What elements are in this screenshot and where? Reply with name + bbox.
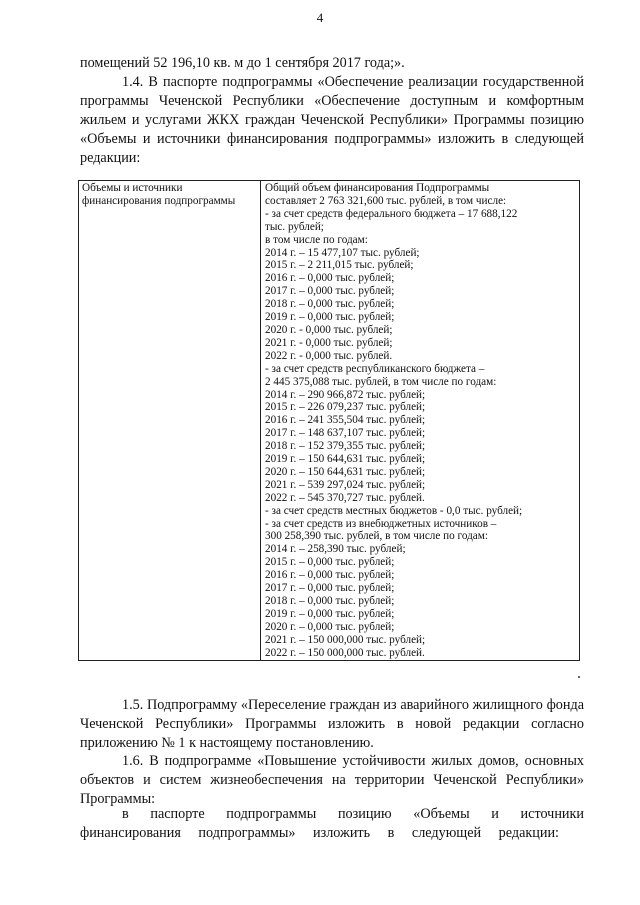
- right-cell-line: 2015 г. – 226 079,237 тыс. рублей;: [265, 401, 426, 414]
- table-left-cell: [82, 182, 257, 208]
- right-cell-line: 2016 г. – 0,000 тыс. рублей;: [265, 272, 395, 285]
- table-column-divider: [260, 181, 261, 660]
- right-cell-line: 2022 г. - 0,000 тыс. рублей.: [265, 349, 393, 362]
- paragraph-1-6: 1.6. В подпрограмме «Повышение устойчивости жилых домов, основных объектов и систем жизнеобеспечения на территории Чеченской Республики» Программы:: [80, 753, 584, 807]
- right-cell-line: 2021 г. - 0,000 тыс. рублей;: [265, 336, 393, 349]
- right-cell-line: 2016 г. – 241 355,504 тыс. рублей;: [265, 414, 426, 427]
- right-cell-line: 300 258,390 тыс. рублей, в том числе по годам:: [265, 530, 488, 543]
- right-cell-line: - за счет средств из внебюджетных источников –: [265, 517, 497, 530]
- right-cell-line: 2021 г. – 150 000,000 тыс. рублей;: [265, 633, 426, 646]
- right-cell-line: 2018 г. – 0,000 тыс. рублей;: [265, 595, 395, 607]
- paragraph-1-5: 1.5. Подпрограмму «Переселение граждан из аварийного жилищного фонда Чеченской Республики» Программы изложить в новой редакции согласно приложению № 1 к настоящему постановлению.: [80, 697, 584, 751]
- table-right-cell: [265, 182, 577, 660]
- right-cell-line: 2018 г. – 0,000 тыс. рублей;: [265, 298, 395, 311]
- right-cell-line: составляет 2 763 321,600 тыс. рублей, в том числе:: [265, 194, 507, 207]
- right-cell-line: - за счет средств республиканского бюджета –: [265, 362, 485, 375]
- right-cell-line: 2019 г. – 0,000 тыс. рублей;: [265, 311, 395, 324]
- right-cell-line: - за счет средств федерального бюджета – 17 688,122: [265, 207, 518, 220]
- right-cell-line: 2 445 375,088 тыс. рублей, в том числе по годам:: [265, 375, 497, 388]
- right-cell-line: 2019 г. – 0,000 тыс. рублей;: [265, 607, 395, 620]
- right-cell-line: 2020 г. – 0,000 тыс. рублей;: [265, 620, 395, 633]
- scan-speck: [578, 676, 580, 678]
- right-cell-line: 2022 г. – 150 000,000 тыс. рублей.: [265, 646, 425, 659]
- left-cell-line: Объемы и источники: [82, 182, 183, 194]
- right-cell-line: 2014 г. – 15 477,107 тыс. рублей;: [265, 246, 420, 259]
- right-cell-line: - за счет средств местных бюджетов - 0,0 тыс. рублей;: [265, 504, 523, 517]
- right-cell-line: 2017 г. – 0,000 тыс. рублей;: [265, 582, 395, 595]
- right-cell-line: 2014 г. – 290 966,872 тыс. рублей;: [265, 388, 426, 401]
- right-cell-line: 2019 г. – 150 644,631 тыс. рублей;: [265, 453, 426, 466]
- left-cell-line: финансирования подпрограммы: [82, 194, 236, 207]
- right-cell-line: 2022 г. – 545 370,727 тыс. рублей.: [265, 491, 425, 504]
- right-cell-line: 2020 г. - 0,000 тыс. рублей;: [265, 323, 393, 336]
- right-cell-line: 2015 г. – 2 211,015 тыс. рублей;: [265, 259, 414, 272]
- right-cell-line: 2017 г. – 0,000 тыс. рублей;: [265, 285, 395, 298]
- right-cell-line: 2016 г. – 0,000 тыс. рублей;: [265, 569, 395, 582]
- right-cell-line: в том числе по годам:: [265, 233, 368, 246]
- right-cell-line: 2017 г. – 148 637,107 тыс. рублей;: [265, 427, 426, 440]
- paragraph-1-6-continuation: в паспорте подпрограммы позицию «Объемы и источники финансирования подпрограммы» изложить в следующей редакции:: [80, 806, 584, 841]
- right-cell-line: 2014 г. – 258,390 тыс. рублей;: [265, 543, 406, 556]
- right-cell-line: 2020 г. – 150 644,631 тыс. рублей;: [265, 465, 426, 478]
- paragraph-1-4: 1.4. В паспорте подпрограммы «Обеспечение реализации государственной программы Чеченской Республики «Обеспечение доступным и комфортным жильем и услугами ЖКХ граждан Чеченской Республики» Программы позицию «Объемы и источники финансирования подпрограммы» изложить в следующей редакции:: [80, 74, 584, 166]
- right-cell-line: 2015 г. – 0,000 тыс. рублей;: [265, 556, 395, 569]
- right-cell-line: 2021 г. – 539 297,024 тыс. рублей;: [265, 478, 426, 491]
- financing-table: [78, 180, 580, 661]
- paragraph-continuation: помещений 52 196,10 кв. м до 1 сентября 2017 года;».: [80, 55, 405, 71]
- right-cell-line: Общий объем финансирования Подпрограммы: [265, 182, 490, 194]
- right-cell-line: тыс. рублей;: [265, 220, 324, 233]
- page-number: 4: [316, 10, 324, 25]
- right-cell-line: 2018 г. – 152 379,355 тыс. рублей;: [265, 440, 426, 453]
